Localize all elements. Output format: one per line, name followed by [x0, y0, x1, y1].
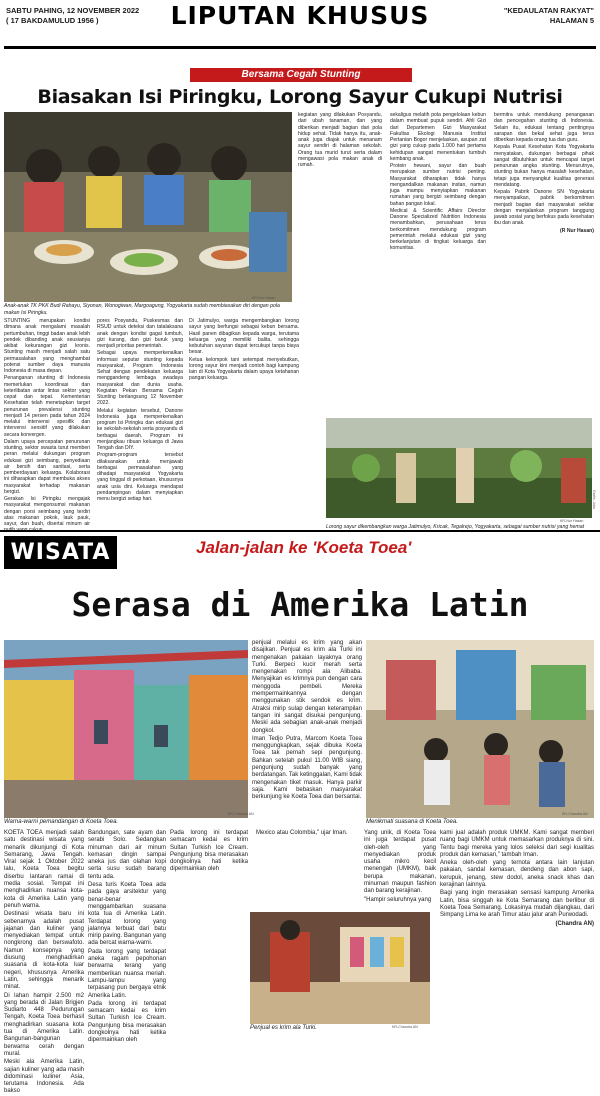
- story1-col5-p3: Kepala Pabrik Danone SN Yogyakarta menyampaikan, pabrik berkomitmen menjadi bagian dari masyarakat sekitar dengan menjalankan program tanggung jawab sosial yang berfokus pada kesehatan ibu dan anak.: [494, 189, 594, 227]
- story2-col5: [440, 830, 594, 1046]
- page-number: HALAMAN 5: [549, 16, 594, 25]
- story1-col2-p4: Program-program tersebut dilaksanakan untuk menjawab berbagai permasalahan yang dihadapi masyarakat Yogyakarta yang tinggal di perkotaan, khususnya anak usia dini. Keluarga mendapat pendampingan dalam menyiapkan menu bergizi setiap hari.: [97, 452, 183, 502]
- story1-col4: [390, 112, 486, 414]
- story2-col5-p2: Aneka oleh-oleh yang ternota antara lain lanjutan pakaian, sandal kemasan, dendeng dan abon sapi, kerupuk, jenang, stew dodol, aneka snack khas dan kerajinan lainnya.: [440, 860, 594, 889]
- story1-photo1-caption: Anak-anak TK PKK Budi Rahayu, Siyonan, Wonogiwan, Margoagung, Yogyakarta sudah membiasakan diri dengan pola makan Isi Piringku.: [4, 303, 280, 316]
- story2-col2-p3: Pada lorong yang terdapat aneka ragam pepohonan berwarna terang yang memberikan nuansa meriah. Lampu-lampu yang terpasang pun bergaya etnik Amerika Latin.: [88, 948, 166, 999]
- story1-headline: Biasakan Isi Piringku, Lorong Sayur Cukupi Nutrisi: [37, 86, 563, 108]
- story2-col4b: [364, 830, 436, 910]
- story1-photo2-credit: KR-Nur Hasan: [560, 519, 584, 523]
- page-header: [0, 0, 600, 54]
- lorong-sayur-photo: [326, 418, 592, 518]
- story1-col5-p1: bermitra untuk mendukung penanganan dan pencegahan stunting di Indonesia. Selain itu, edukasi tentang pentingnya sarapan dan bekal sehat juga terus diberikan kepada orang tua dan guru.: [494, 112, 594, 143]
- story2-coltop-p1: penjual melalui es krim yang akan disajikan. Penjual es krim ala Turki ini mengenakan pakaian layaknya orang Turki. Berpeci kucir merah serta mengenakan rompi ala Alibaba. Menyajikan es krimnya pun dengan cara menggoda pembeli. Mereka mempermainkannya dengan menggunakan stik sendok es krim. Atraksi mirip sulap dengan keterampilan tangan ini sangat disukai pengunjung. Meski ada sebagian anak-anak menjadi dongkol.: [252, 640, 362, 734]
- story1-photo-lorong: [326, 418, 592, 518]
- story2-col1-p1: KOETA TOEA menjadi salah satu destinasi wisata yang menarik dikunjungi di Kota Semarang, Jawa Tengah. Viral sejak 1 Oktober 2022 lalu, Koeta Toea begitu diserbu lantaran ramai di media sosial. Tempat ini menghadirkan nuansa kota-kota di Amerika Latin yang penuh warna.: [4, 830, 84, 909]
- story2-photo-right-credit: KR-Chandra AN: [562, 812, 588, 816]
- section-title: LIPUTAN KHUSUS: [170, 1, 430, 30]
- story1-photo-children: [4, 112, 292, 302]
- story2-photo-left: [4, 640, 248, 818]
- story2-col4-p1: Mexico atau Colombia," ujar Iman.: [256, 830, 348, 836]
- paper-name: "KEDAULATAN RAKYAT": [503, 6, 594, 15]
- story1-col3-p2: Di Jatimulyo, warga mengembangkan lorong sayur yang berfungsi sebagai kebun bersama. Hasil panen dibagikan kepada warga, terutama keluarga yang memiliki balita, sehingga kebutuhan sayuran dapat tercukupi tanpa biaya besar.: [189, 318, 299, 356]
- story1-photo2-caption: Lorong sayur dikembangkan warga Jatimulyo, Kricak, Tegalrejo, Yogyakarta, sebagai sumber nutrisi yang hemat: [326, 524, 585, 530]
- story1-col3-p1: kegiatan yang dilakukan Posyandu, dari ubah tanaman, dan yang diberikan menjadi bagian dari pola hidup sehat. Tidak hanya itu, anak-anak juga diajak untuk menanam sayur sendiri di halaman sekolah. Orang tua murid turut serta dalam mengawasi pola makan anak di rumah.: [298, 112, 382, 168]
- story1-col4-p2: Protein hewani, sayur dan buah merupakan sumber nutrisi penting. Masyarakat diharapkan tidak hanya mengandalkan makanan instan, namun juga mampu menyiapkan makanan rumahan yang bergizi seimbang dengan bahan pangan lokal.: [390, 163, 486, 207]
- story2-col5-p1: kami jual adalah produk UMKM. Kami sangat memberi ruang bagi UMKM untuk memasarkan produknya di sini. Tentu bagi mereka yang lolos seleksi dari segi kualitas produk dan kemasan," tambah Iman.: [440, 830, 594, 858]
- story1-col1-p4: Gerakan Isi Piringku mengajak masyarakat mengonsumsi makanan dengan porsi seimbang yang terdiri atas makanan pokok, lauk pauk, sayur, dan buah, disertai minum air: [4, 496, 90, 527]
- story2-col1-p4: Meski ala Amerika Latin, sajian kuliner yang ada masih didominasi kuliner Asia, terutama Indonesia. Ada bakso: [4, 1059, 84, 1095]
- story1-signature: (R Nur Hasan): [560, 227, 594, 234]
- story2-col4: [256, 830, 348, 870]
- story1-col4-p1: sekaligus melatih pola pengelolaan kebun dalam membuat pupuk sendiri. Ahli Gizi dari Departemen Gizi Masyarakat Fakultas Ekologi Manusia Institut Pertanian Bogor menjelaskan, asupan zat gizi yang cukup pada 1.000 hari pertama kehidupan sangat menentukan tumbuh kembang anak.: [390, 112, 486, 162]
- header-rule: [4, 46, 596, 49]
- story1-photo1-credit: KR-Nur Hasan: [252, 296, 276, 300]
- story2-col1: [4, 830, 84, 1095]
- story2-col1-p2: Destinasi wisata baru ini sebenarnya adalah pusat jajanan dan kuliner yang menyediakan tempat untuk nongkrong dan berswafoto. Namun konsepnya yang diusung menghadirkan suasana di kota-kota luar negeri, khususnya Amerika Latin, sehingga menarik minat.: [4, 911, 84, 991]
- story2-photo-right: [366, 640, 594, 818]
- children-eating-photo: [4, 112, 292, 302]
- story2-headline: Serasa di Amerika Latin: [71, 585, 529, 624]
- story2-col4b-p1: Yang unik, di Koeta Toea ini juga terdapat pusat oleh-oleh yang menyediakan produk usaha mikro kecil menengah (UMKM), baik berupa makanan, minuman maupun fashion dan barang kerajinan.: [364, 830, 436, 895]
- story2-col2-p4: Pada lorong ini terdapat semacam kedai es krim Sultan Turkish Ice Cream. Pengunjung bisa merasakan dongkolnya hati ketika dipermainkan oleh: [88, 1000, 166, 1044]
- story1-col1-p3: Dalam upaya percepatan penurunan stunting, sektor swasta turut memberi peran melalui dukungan program edukasi gizi seimbang, penyediaan air bersih dan sanitasi, serta pemberdayaan keluarga. Kolaborasi ini diharapkan dapat membuka akses masyarakat terhadap makanan bergizi.: [4, 438, 90, 495]
- story1-col1-p2: Penanganan stunting di Indonesia memerlukan koordinasi dan keterlibatan antar lintas sektor yang cepat dan tepat. Kementerian Kesehatan telah menetapkan target penurunan prevalensi stunting menjadi 14 persen pada tahun 2024 melalui intervensi spesifik dan intervensi sensitif yang dilakukan secara konvergen.: [4, 375, 90, 438]
- koeta-toea-street-photo: [4, 640, 248, 818]
- paper-block: [504, 6, 594, 26]
- story2-coltop-p2: Iman Tedjo Putra, Marcom Koeta Toea menggungkapkan, sejak dibuka Koeta Toea tak pernah sepi pengunjung. Bahkan setelah pukul 11.00 WIB siang, pengunjung sudah banyak yang berdatangan. Tak ketinggalan, Kami tidak mengenakan tiket masuk. Hanya parkir saja. Kami bebaskan masyarakat berkunjung ke Koeta Toea dan bersantai.: [252, 735, 362, 801]
- story1-col2-p1: pores Posyandu, Puskesmas dan RSUD untuk deteksi dan tatalaksana anak dengan kondisi gagal tumbuh, gizi kurang, dan gizi buruk yang menjadi prioritas pemerintah.: [97, 318, 183, 349]
- story2-col2-p2: Desa turis Koeta Toea ada pada gaya arsitektur yang benar-benar menggambarkan suasana kota tua di Amerika Latin. Terdapat lorong yang jalannya terbuat dari batu mirip paving. Bangunan yang ada bercat warna-warni.: [88, 882, 166, 947]
- story2-signature: (Chandra AN): [555, 920, 594, 927]
- story2-col2: [88, 830, 166, 1046]
- story2-photo-right-caption: Menikmati suasana di Koeta Toea.: [366, 819, 458, 825]
- story2-col2-p1: Bandungan, sate ayam dan serabi Solo. Sedangkan minuman dari air minum kemasan dingin sampai aneka jus dan olahan kopi serta susu sudah barang tentu ada.: [88, 830, 166, 880]
- story1-kicker: Bersama Cegah Stunting: [190, 68, 412, 82]
- story1-col3: [298, 112, 382, 414]
- wisata-subhead: Jalan-jalan ke 'Koeta Toea': [196, 538, 412, 557]
- wisata-label: WISATA: [4, 536, 117, 569]
- story1-col2: [97, 318, 183, 528]
- visitors-photo: [366, 640, 594, 818]
- story2-photo-left-credit: KR-Chandra AN: [228, 812, 254, 816]
- story2-photo-mid-credit: KR-Chandra AN: [392, 1025, 418, 1029]
- icecream-seller-photo: [250, 912, 430, 1024]
- story1-graphic-credit: Grafis: Joko: [592, 490, 596, 510]
- story1-col1-p1: STUNTING merupakan kondisi dimana anak mengalami masalah pertumbuhan, tinggi badan anak lebih pendek dibanding anak seusianya akibat kekurangan gizi kronis. Stunting masih menjadi salah satu permasalahan yang menghambat potensi sumber daya manusia Indonesia di masa depan.: [4, 318, 90, 374]
- wisata-band: [0, 532, 600, 572]
- story2-col4b-p2: "Hampir seluruhnya yang: [364, 896, 432, 903]
- story1-col2-p3: Melalui kegiatan tersebut, Danone Indonesia juga memperkenalkan program Isi Piringku dan edukasi gizi ke sekolah-sekolah serta posyandu di berbagai daerah. Program ini menjangkau ribuan keluarga di Jawa Tengah dan DIY.: [97, 407, 183, 451]
- date-line: SABTU PAHING, 12 NOVEMBER 2022: [6, 6, 140, 15]
- story2-photo-mid: [250, 912, 430, 1024]
- story2-col1-p3: Di lahan hampir 2.500 m2 yang berada di Jalan Brigjen Sudiarto 448 Pedurungan Tengah, Koeta Toea berhasil menghadirkan suasana kota tua di Amerika Latin. Bangunan-bangunan berwarna cerah dengan mural.: [4, 992, 84, 1057]
- story1-col5-p2: Kepala Pusat Kesehatan Kota Yogyakarta menyatakan, dukungan berbagai pihak sangat dibutuhkan untuk mencapai target penurunan angka stunting. Menurutnya, stunting bukan hanya masalah kesehatan, tetapi juga menyangkut kualitas generasi mendatang.: [494, 144, 594, 188]
- story2-col5-p3: Bagi yang ingin merasakan sensasi kampung Amerika Latin, bisa singgah ke Kota Semarang dan berlibur di Koeta Toea Semarang. Lokasinya mudah dijangkau, dari Simpang Lima ke arah Timur atau jalur arah Purwodadi.: [440, 890, 594, 919]
- story1-col5: [494, 112, 594, 414]
- story2-photo-left-caption: Warna-warni pemandangan di Koeta Toea.: [4, 819, 119, 825]
- story2-col3-p1: Pada lorong ini terdapat semacam kedai es krim Sultan Turkish Ice Cream. Pengunjung bisa merasakan dongkolnya hati ketika dipermainkan oleh: [170, 830, 248, 873]
- story2-photo-mid-caption: Penjual es krim ala Turki.: [250, 1025, 317, 1031]
- story2-col-top: [252, 640, 362, 850]
- story1-col3-lower: [189, 318, 299, 528]
- story2-col3: [170, 830, 248, 1046]
- story1-col3-p3: Ketua kelompok tani setempat menyebutkan, lorong sayur kini menjadi contoh bagi kampung lain di Kota Yogyakarta dalam upaya ketahanan pangan keluarga.: [189, 356, 299, 382]
- story1-col2-p2: Sebagai upaya memperkenalkan informasi seputar stunting kepada masyarakat, Program Indonesia Sehat dengan pendekatan keluarga menggandeng lembaga swadaya masyarakat dan dunia usaha. Kegiatan Pekan Bersama Cegah Stunting berlangsung 12 November 2022.: [97, 350, 183, 407]
- story1-col4-p3: Medical & Scientific Affairs Director Danone Specialized Nutrition Indonesia menambahkan, perusahaan terus berkomitmen mendukung program pemerintah melalui edukasi gizi yang berkelanjutan di tingkat keluarga dan komunitas.: [390, 207, 486, 252]
- date-jawa: ( 17 BAKDAMULUD 1956 ): [6, 16, 99, 25]
- story1-col1: [4, 318, 90, 528]
